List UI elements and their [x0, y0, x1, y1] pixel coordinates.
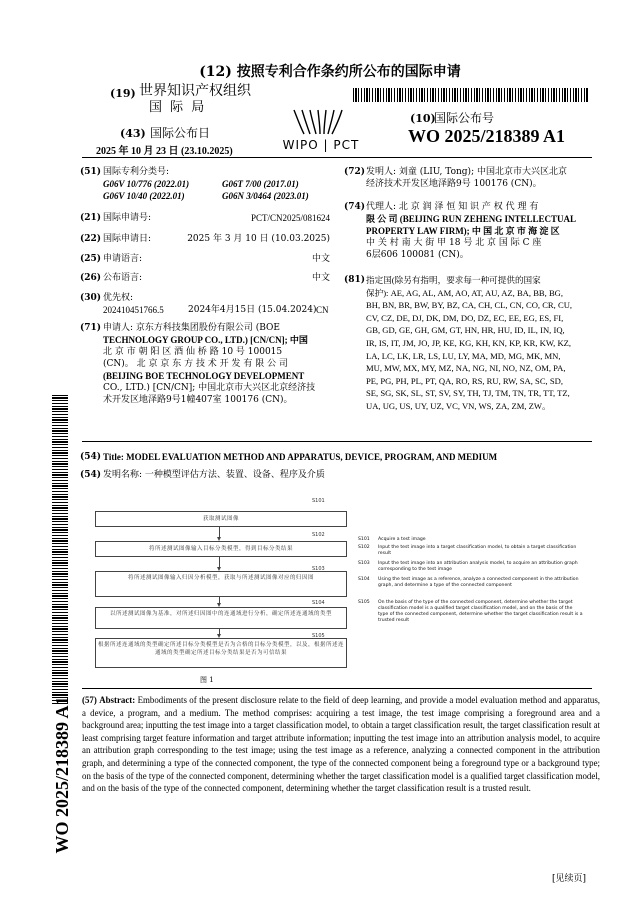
ipc-row-2-col-2: G06N 3/0464 (2023.01): [222, 191, 309, 201]
ipc-label: 国际专利分类号:: [103, 167, 170, 177]
applicant-line: 申请人: 京东方科技集团股份有限公司 (BOE: [103, 323, 280, 333]
states-line: PE, PG, PH, PL, PT, QA, RO, RS, RU, RW, SA, SC, SD,: [366, 375, 563, 386]
abstract-text: Embodiments of the present disclosure relate to the field of deep learning, and provide a model evaluation method and apparatus, a device, a program, and a medium. The method comprises: acquiring a test image, the test image comprising a foreground area and a background area; inputting the test image into a target classification model, to obtain a target classification result, the target classification result at least comprising target feature information and target attribute information; inputting the test image into an attribution analysis model, to acquire an attribution graph corresponding to the test image; using the test image as a reference, analyzing a connected component in the attribution graph, and determining a type of the connected component, the type of the connected component being a foreground type or a background type; on the basis of the type of the connected component, determining whether the target classification model is a qualified target classification model, and on the basis of the type of the connected component, determining whether the target classification result is a trusted result.: [82, 695, 601, 794]
applicant-line: 术开发区地泽路9号1幢407室 100176 (CN)。: [103, 395, 293, 405]
ipc-number: (51): [80, 167, 102, 177]
states-line: 保护): AE, AG, AL, AM, AO, AT, AU, AZ, BA, BB, BG,: [366, 287, 564, 298]
ipc-row-1-col-2: G06T 7/00 (2017.01): [222, 179, 299, 189]
agent-block: [366, 201, 594, 261]
legend-text: Acquire a test image: [378, 537, 426, 542]
header-rule: [82, 157, 592, 158]
legend-text: On the basis of the type of the connected component, determine whether the target classification model is a qualified target classification model, and on the basis of the type of the connected component, determine whether the target classification result is a trusted result: [378, 600, 583, 623]
flow-step-label-s101: S101: [312, 498, 325, 504]
applicant-number: (71): [80, 323, 102, 333]
figure-bottom-rule: [82, 688, 592, 689]
inventor-line: 经济技术开发区地泽路9号 100176 (CN)。: [366, 179, 542, 189]
wipo-logo: [268, 106, 368, 154]
pubdate-number: (43): [120, 127, 146, 140]
flow-step-label-s102: S102: [312, 532, 325, 538]
legend-item-s101: [358, 537, 584, 543]
abstract: [82, 694, 600, 795]
ipc-row-1-col-1: G06V 10/776 (2022.01): [103, 179, 190, 189]
priority-appno: 202410451766.5: [103, 305, 164, 315]
flow-arrow: [219, 557, 220, 569]
inventor-block: [366, 166, 594, 190]
legend-text: Input the test image into an attribution analysis model, to acquire an attribution graph corresponding to the test image: [378, 561, 578, 572]
lang-value: 中文: [311, 254, 330, 264]
pubdate-label: 国际公布日: [150, 126, 211, 140]
states-line: MU, MW, MX, MY, MZ, NA, NG, NI, NO, NZ, OM, PA,: [366, 363, 566, 374]
office-name-line2: 国 际 局: [149, 100, 207, 115]
states-line: BH, BN, BR, BW, BY, BZ, CA, CH, CL, CN, CO, CR, CU,: [366, 300, 573, 311]
side-barcode: [52, 395, 68, 705]
ipc-row-2-col-1: G06V 10/40 (2022.01): [103, 191, 185, 201]
title-en: Title: MODEL EVALUATION METHOD AND APPARATUS, DEVICE, PROGRAM, AND MEDIUM: [103, 452, 498, 462]
agent-line: PROPERTY LAW FIRM); 中 国 北 京 市 海 淀 区: [366, 226, 560, 236]
legend-item-s102: [358, 545, 584, 557]
priority-country: CN: [316, 305, 329, 315]
top-barcode: [353, 88, 589, 102]
legend-text: Input the test image into a target classification model, to obtain a target classification result: [378, 545, 577, 556]
legend-item-s105: [358, 600, 584, 624]
wipo-emblem-icon: [268, 106, 368, 138]
inventor-number: (72): [344, 167, 366, 177]
legend-key: S105: [358, 600, 370, 605]
wipo-logo-text: WIPO | PCT: [282, 138, 360, 152]
states-line: CV, CZ, DE, DJ, DK, DM, DO, DZ, EC, EE, EG, ES, FI,: [366, 312, 564, 323]
flow-step-text-s103: 将所述测试图像输入归因分析模型，获取与所述测试图像对应的归因图: [127, 575, 314, 581]
filing-value: 2025 年 3 月 10 日 (10.03.2025): [187, 234, 330, 244]
continued-note: [见续页]: [552, 874, 587, 884]
appno-number: (21): [80, 213, 102, 223]
figure-caption: 图 1: [200, 676, 214, 684]
flow-step-box-s105: [95, 638, 347, 668]
flow-step-label-s103: S103: [312, 566, 325, 572]
flow-step-box-s104: [95, 607, 347, 629]
applicant-block: [103, 322, 333, 406]
document-header-title: (12) 按照专利合作条约所公布的国际申请: [199, 64, 461, 80]
lang-number: (25): [80, 254, 102, 264]
priority-date: 2024年4月15日 (15.04.2024): [188, 305, 317, 315]
flow-step-box-s103: [95, 571, 347, 597]
flow-step-text-s104: 以所述测试图像为基准，对所述归因图中的连通域进行分析，确定所述连通域的类型: [109, 611, 332, 617]
lang-label: 申请语言:: [103, 254, 143, 264]
legend-text: Using the test image as a reference, analyze a connected component in the attribution graph, and determine a type of the connected component: [378, 577, 579, 588]
applicant-line: CO., LTD.) [CN/CN]; 中国北京市大兴区北京经济技: [103, 383, 316, 393]
agent-line: 6层606 100081 (CN)。: [366, 250, 469, 260]
side-pub-number: WO 2025/218389 A1: [52, 696, 72, 854]
legend-item-s103: [358, 561, 584, 573]
applicant-line: (CN)。 北 京 京 东 方 技 术 开 发 有 限 公 司: [103, 359, 288, 369]
publang-value: 中文: [311, 273, 330, 283]
pubno-value: WO 2025/218389 A1: [408, 126, 566, 146]
states-line: IR, IS, IT, JM, JO, JP, KE, KG, KH, KN, KP, KR, KW, KZ,: [366, 337, 572, 348]
pubdate-value: 2025 年 10 月 23 日 (23.10.2025): [96, 146, 233, 157]
priority-number: (30): [80, 293, 102, 303]
applicant-line: 北 京 市 朝 阳 区 酒 仙 桥 路 10 号 100015: [103, 347, 283, 357]
publang-number: (26): [80, 273, 102, 283]
abstract-label: Abstract:: [99, 695, 136, 705]
flow-arrow: [219, 628, 220, 636]
designated-states-block: [366, 274, 596, 413]
agent-number: (74): [344, 202, 366, 212]
states-line: UA, UG, US, UY, UZ, VC, VN, WS, ZA, ZM, ZW。: [366, 400, 551, 411]
title-cn-number: (54): [80, 470, 102, 480]
agent-line: 代理人: 北 京 润 泽 恒 知 识 产 权 代 理 有: [366, 202, 539, 212]
states-line: LA, LC, LK, LR, LS, LU, LY, MA, MD, MG, MK, MN,: [366, 350, 561, 361]
legend-key: S104: [358, 577, 370, 582]
flow-step-box-s101: 获取测试图像: [95, 511, 347, 527]
flow-step-box-s102: 将所述测试图像输入目标分类模型，得到目标分类结果: [95, 541, 347, 557]
abstract-number: (57): [82, 695, 97, 705]
agent-line: 限 公 司 (BEIJING RUN ZEHENG INTELLECTUAL: [366, 214, 577, 224]
appno-label: 国际申请号:: [103, 213, 152, 223]
states-line: GB, GD, GE, GH, GM, GT, HN, HR, HU, ID, IL, IN, IQ,: [366, 325, 565, 336]
pubno-number: (10): [410, 112, 436, 125]
title-cn: 发明名称: 一种模型评估方法、装置、设备、程序及介质: [103, 470, 325, 480]
legend-key: S103: [358, 561, 370, 566]
legend-key: S102: [358, 545, 370, 550]
states-line: SE, SG, SK, SL, ST, SV, SY, TH, TJ, TM, TN, TR, TT, TZ,: [366, 388, 570, 399]
office-name-line1: 世界知识产权组织: [139, 83, 251, 99]
filing-label: 国际申请日:: [103, 234, 152, 244]
appno-value: PCT/CN2025/081624: [250, 213, 330, 223]
agent-line: 中 关 村 南 大 街 甲 18 号 北 京 国 际 C 座: [366, 238, 542, 248]
biblio-bottom-rule: [82, 441, 592, 442]
publang-label: 公布语言:: [103, 273, 143, 283]
title-en-number: (54): [80, 452, 102, 462]
legend-item-s104: [358, 577, 584, 589]
applicant-line: TECHNOLOGY GROUP CO., LTD.) [CN/CN]; 中国: [103, 335, 308, 345]
priority-label: 优先权:: [103, 293, 134, 303]
applicant-line: (BEIJING BOE TECHNOLOGY DEVELOPMENT: [103, 371, 305, 381]
inventor-line: 发明人: 刘童 (LIU, Tong); 中国北京市大兴区北京: [366, 167, 567, 177]
flow-step-label-s105: S105: [312, 633, 325, 639]
flow-arrow: [219, 597, 220, 605]
legend-key: S101: [358, 537, 370, 542]
flow-step-text-s105: 根据所述连通域的类型确定所述目标分类模型是否为合格的目标分类模型，以及，根据所述连通域的类型确定所述目标分类结果是否为可信结果: [97, 642, 344, 656]
filing-number: (22): [80, 234, 102, 244]
states-number: (81): [344, 275, 366, 285]
pubno-label: 国际公布号: [434, 111, 495, 125]
flow-arrow: [219, 527, 220, 539]
office-number: (19): [110, 87, 136, 100]
states-line: 指定国(除另有指明，要求每一种可提供的国家: [366, 275, 541, 285]
flow-step-label-s104: S104: [312, 600, 325, 606]
